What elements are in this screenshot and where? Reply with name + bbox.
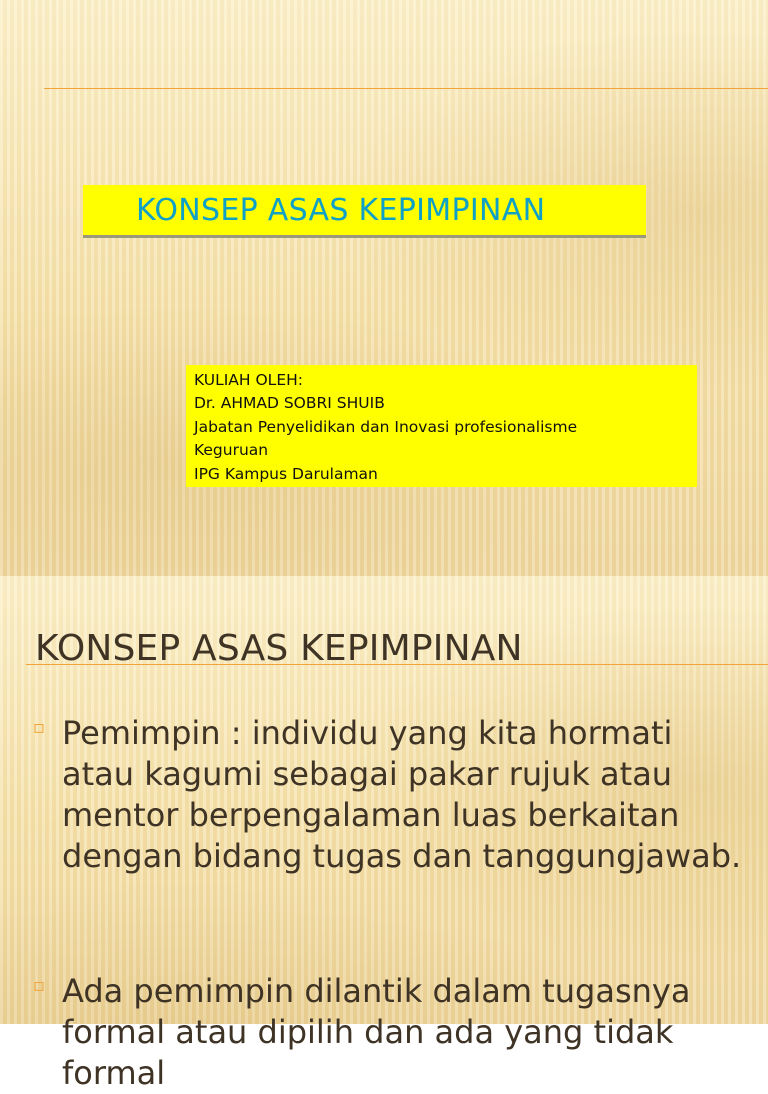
slide-2-title: KONSEP ASAS KEPIMPINAN	[35, 628, 523, 669]
info-line-presenter: Dr. AHMAD SOBRI SHUIB	[194, 394, 385, 413]
title-underline	[26, 664, 768, 665]
info-line-label: KULIAH OLEH:	[194, 371, 303, 389]
presenter-info-box	[186, 365, 697, 487]
bullet-item	[33, 713, 742, 877]
bullet-text: Pemimpin : individu yang kita hormati atau kagumi sebagai pakar rujuk atau mentor berpengalaman luas berkaitan dengan bidang tugas dan tanggungjawab.	[62, 714, 742, 875]
top-divider-line	[44, 88, 768, 89]
bullet-item	[33, 971, 742, 1094]
slide-2	[0, 576, 768, 1092]
slide-title: KONSEP ASAS KEPIMPINAN	[136, 192, 546, 228]
info-line-department-cont: Keguruan	[194, 441, 269, 460]
info-line-department: Jabatan Penyelidikan dan Inovasi profesionalisme	[194, 417, 578, 436]
title-box	[83, 185, 646, 235]
info-line-institution: IPG Kampus Darulaman	[194, 464, 378, 483]
bullet-text: Ada pemimpin dilantik dalam tugasnya formal atau dipilih dan ada yang tidak formal	[62, 972, 691, 1092]
bullet-marker-icon: ▫	[33, 975, 46, 996]
bullet-marker-icon: ▫	[33, 717, 46, 738]
